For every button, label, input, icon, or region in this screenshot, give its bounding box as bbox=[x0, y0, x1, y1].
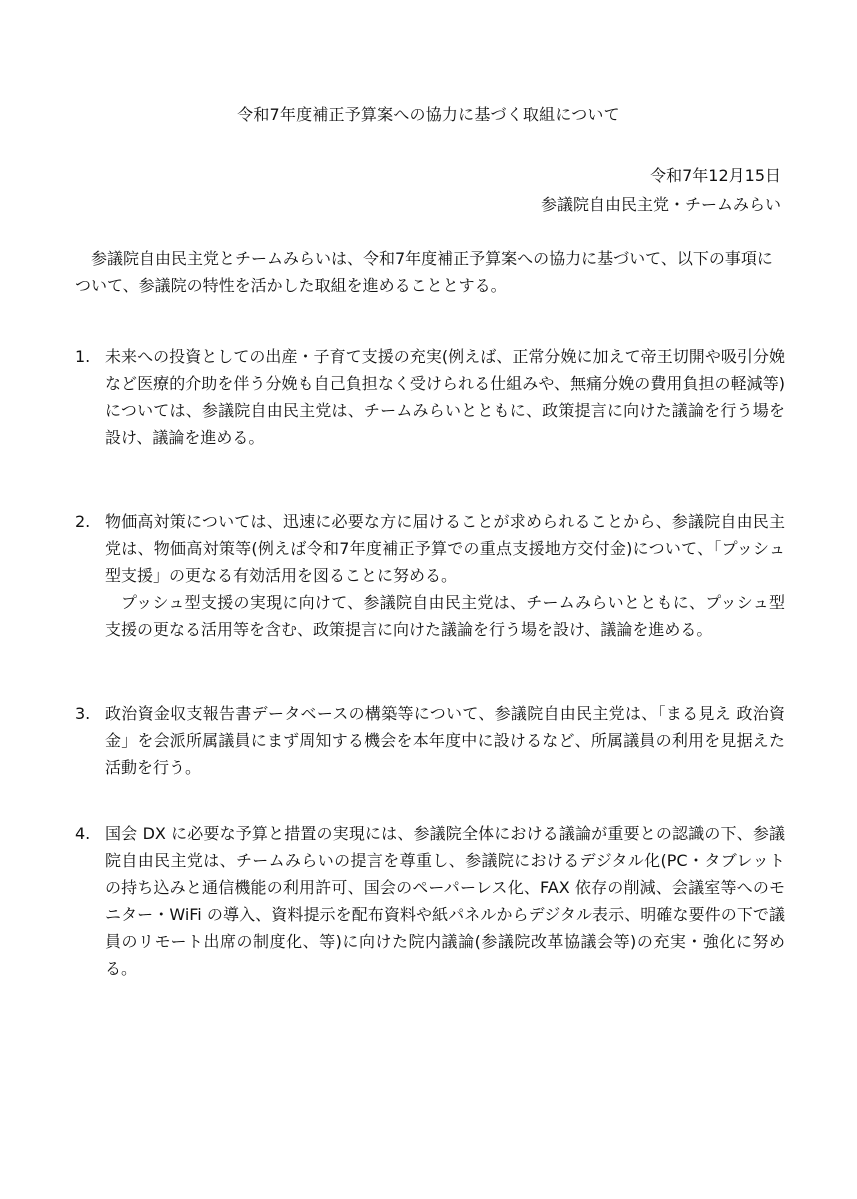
item-number: 4. bbox=[75, 824, 91, 843]
list-item bbox=[75, 343, 785, 451]
item-text: 未来への投資としての出産・子育て支援の充実(例えば、正常分娩に加えて帝王切開や吸引分娩など医療的介助を伴う分娩も自己負担なく受けられる仕組みや、無痛分娩の費用負担の軽減等)については、参議院自由民主党は、チームみらいとともに、政策提言に向けた議論を行う場を設け、議論を進める。 bbox=[105, 347, 785, 447]
document-date: 令和7年12月15日 bbox=[650, 166, 781, 185]
item-number: 2. bbox=[75, 512, 91, 531]
list-item bbox=[75, 820, 785, 982]
item-number: 3. bbox=[75, 704, 91, 723]
intro-paragraph: 参議院自由民主党とチームみらいは、令和7年度補正予算案への協力に基づいて、以下の事項について、参議院の特性を活かした取組を進めることとする。 bbox=[75, 249, 773, 295]
item-number: 1. bbox=[75, 347, 91, 366]
item-text: 国会 DX に必要な予算と措置の実現には、参議院全体における議論が重要との認識の下、参議院自由民主党は、チームみらいの提言を尊重し、参議院におけるデジタル化(PC・タブレットの持ち込みと通信機能の利用許可、国会のペーパーレス化、FAX 依存の削減、会議室等へのモニター・WiFi の導入、資料提示を配布資料や紙パネルからデジタル表示、明確な要件の下で議員のリモート出席の制度化、等)に向けた院内議論(参議院改革協議会等)の充実・強化に努める。 bbox=[105, 824, 785, 978]
document-organizations: 参議院自由民主党・チームみらい bbox=[540, 195, 781, 214]
item-text: 物価高対策については、迅速に必要な方に届けることが求められることから、参議院自由民主党は、物価高対策等(例えば令和7年度補正予算での重点支援地方交付金)について、「プッシュ型支援」の更なる有効活用を図ることに努める。 bbox=[105, 512, 785, 585]
list-item bbox=[75, 508, 785, 643]
item-text-continuation: プッシュ型支援の実現に向けて、参議院自由民主党は、チームみらいとともに、プッシュ型支援の更なる活用等を含む、政策提言に向けた議論を行う場を設け、議論を進める。 bbox=[105, 593, 785, 639]
list-item bbox=[75, 700, 785, 781]
item-text: 政治資金収支報告書データベースの構築等について、参議院自由民主党は、「まる見え 政治資金」を会派所属議員にまず周知する機会を本年度中に設けるなど、所属議員の利用を見据えた活動を行う。 bbox=[105, 704, 785, 777]
document-title: 令和7年度補正予算案への協力に基づく取組について bbox=[237, 105, 620, 124]
